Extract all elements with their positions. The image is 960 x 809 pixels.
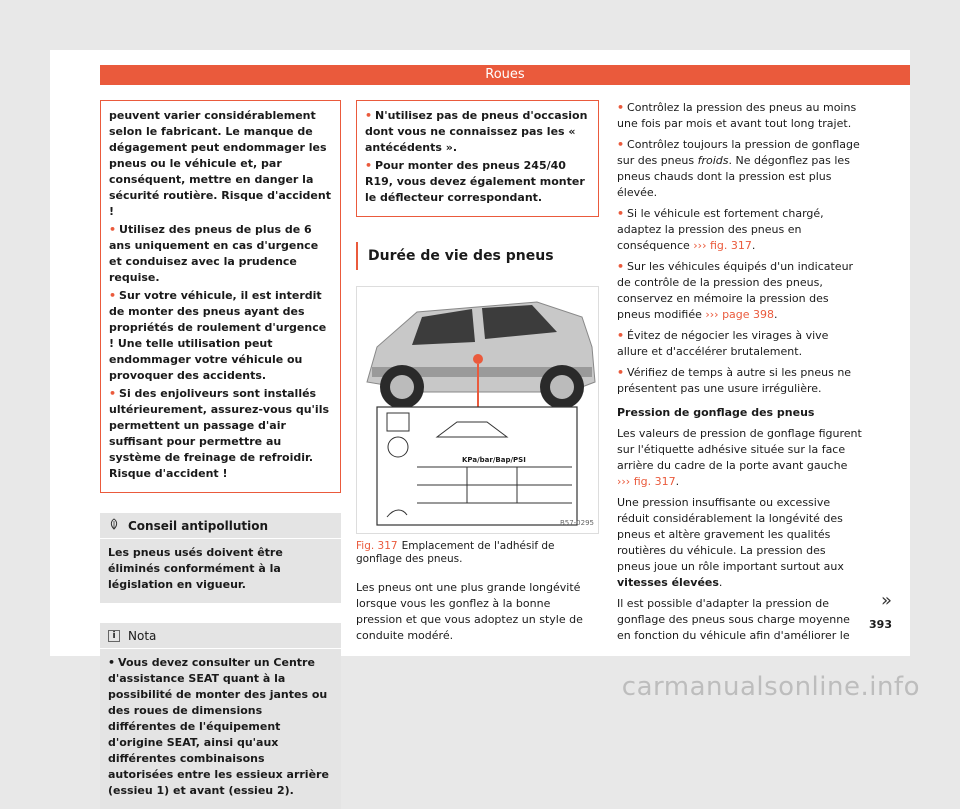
paragraph: Il est possible d'adapter la pression de gonflage des pneus sous charge moyenne en fonction du véhicule afin d'améliorer le	[617, 597, 850, 642]
continue-mark: »	[880, 590, 892, 611]
nota-box	[100, 623, 341, 809]
warning-intro: peuvent varier considérablement selon le fabricant. Le manque de dégagement peut endommager les pneus ou le véhicule et, par conséquent, mettre en danger la sécurité routière. Risque d'accident !	[109, 109, 331, 218]
figure-tire-label	[356, 286, 599, 534]
column-2	[356, 100, 599, 644]
paragraph: Une pression insuffisante ou excessive réduit considérablement la longévité des pneus et altère gravement les qualités routières du véhicule. La pression des pneus joue un rôle important surtout aux	[617, 496, 844, 573]
bullet-icon: •	[617, 138, 625, 151]
eco-tip-box	[100, 513, 341, 603]
emphasis-text: froids	[697, 154, 729, 167]
figure-caption	[356, 540, 599, 566]
warning-item: Si des enjoliveurs sont installés ultérieurement, assurez-vous qu'ils permettent un passage d'air suffisant pour permettre au système de freinage de refroidir. Risque d'accident !	[109, 387, 330, 480]
page-number: 393	[869, 618, 892, 631]
warning-box	[100, 100, 341, 493]
bullet-text: Sur les véhicules équipés d'un indicateur de contrôle de la pression des pneus, conservez en mémoire la pression des pneus modifiée	[617, 260, 854, 321]
warning-item: Sur votre véhicule, il est interdit de monter des pneus ayant des propriétés de roulement d'urgence ! Une telle utilisation peut endommager votre véhicule ou provoquer des accidents.	[109, 289, 327, 382]
bullet-icon: •	[109, 223, 117, 236]
eco-tip-text: Les pneus usés doivent être éliminés conformément à la législation en vigueur.	[108, 546, 283, 591]
label-units: KPa/bar/Bap/PSI	[462, 456, 526, 464]
bullet-icon: •	[109, 387, 117, 400]
page-header: Roues	[100, 65, 910, 85]
watermark: carmanualsonline.info	[621, 672, 920, 702]
figure-link[interactable]: ››› fig. 317	[617, 475, 676, 488]
bullet-text: . Ne dégonflez pas les pneus chauds dont la pression est plus élevée.	[617, 154, 850, 199]
nota-text: Vous devez consulter un Centre d'assistance SEAT quant à la possibilité de monter des jantes ou des roues de dimensions différentes de l'équipement d'origine SEAT, ainsi qu'aux différentes combinaisons autorisées entre les essieux arrière (essieu 1) et avant (essieu 2).	[108, 656, 329, 797]
warning-item: Utilisez des pneus de plus de 6 ans uniquement en cas d'urgence et conduisez avec la prudence requise.	[109, 223, 319, 284]
bullet-icon: •	[108, 656, 116, 669]
bullet-text: Si le véhicule est fortement chargé, adaptez la pression des pneus en conséquence	[617, 207, 824, 252]
bullet-text: Vérifiez de temps à autre si les pneus ne présentent pas une usure irrégulière.	[617, 366, 852, 395]
page-link[interactable]: ››› page 398	[705, 308, 775, 321]
column-1	[100, 100, 341, 809]
warning-box-continued	[356, 100, 599, 217]
eco-tip-title: Conseil antipollution	[128, 518, 269, 533]
figure-link[interactable]: ››› fig. 317	[693, 239, 752, 252]
bullet-icon: •	[617, 207, 625, 220]
figure-label: Fig. 317	[356, 540, 398, 552]
section-title: Durée de vie des pneus	[356, 242, 599, 270]
emphasis-text: vitesses élevées	[617, 576, 719, 589]
paragraph: Les pneus ont une plus grande longévité lorsque vous les gonflez à la bonne pression et que vous adoptez un style de conduite modéré.	[356, 581, 583, 642]
figure-code: B57-0295	[559, 519, 594, 527]
bullet-icon: •	[617, 366, 625, 379]
column-3: • Contrôlez la pression des pneus au moins une fois par mois et avant tout long trajet. • Contrôlez toujours la pression de gonflage sur des pneus froids. Ne dégonflez pas les pneus chauds dont la pression est plus élevée. • Si le véhicule est fortement chargé, adaptez la pression des pneus en conséquence ››› fig. 317. • Sur les véhicules équipés d'un indicateur de contrôle de la pression des pneus, conservez en mémoire la pression des pneus modifiée ››› page 398. • Évitez de négocier les virages à vive allure et d'accélérer brutalement. • Vérifiez de temps à autre si les pneus ne présentent pas une usure irrégulière. Pression de gonflage des pneus Les valeurs de pression de gonflage figurent sur l'étiquette adhésive située sur la face arrière du cadre de la porte avant gauche ››› fig. 317. Une pression insuffisante ou excessive réduit considérablement la longévité des pneus et altère gravement les qualités routières du véhicule. La pression des pneus joue un rôle important surtout aux vitesses élevées. Il est possible d'adapter la pression de gonflage des pneus sous charge moyenne en fonction du véhicule afin d'améliorer le	[617, 101, 862, 642]
car-illustration	[357, 287, 600, 535]
warning-item: N'utilisez pas de pneus d'occasion dont vous ne connaissez pas les « antécédents ».	[365, 109, 588, 154]
bullet-icon: •	[365, 109, 373, 122]
caption-text: Emplacement de l'adhésif de gonflage des pneus.	[356, 540, 555, 565]
bullet-icon: •	[617, 329, 625, 342]
nota-title: Nota	[128, 628, 157, 643]
paragraph: Les valeurs de pression de gonflage figurent sur l'étiquette adhésive située sur la face arrière du cadre de la porte avant gauche	[617, 427, 862, 472]
subsection-title: Pression de gonflage des pneus	[617, 406, 815, 419]
bullet-icon: •	[365, 159, 373, 172]
info-icon: i	[108, 630, 120, 642]
bullet-text: Contrôlez toujours la pression de gonflage sur des pneus	[617, 138, 860, 167]
leaf-icon	[108, 518, 120, 534]
bullet-icon: •	[109, 289, 117, 302]
bullet-icon: •	[617, 101, 625, 114]
warning-item: Pour monter des pneus 245/40 R19, vous devez également monter le déflecteur correspondant.	[365, 159, 585, 204]
bullet-text: Évitez de négocier les virages à vive allure et d'accélérer brutalement.	[617, 329, 829, 358]
bullet-icon: •	[617, 260, 625, 273]
bullet-text: Contrôlez la pression des pneus au moins une fois par mois et avant tout long trajet.	[617, 101, 857, 130]
